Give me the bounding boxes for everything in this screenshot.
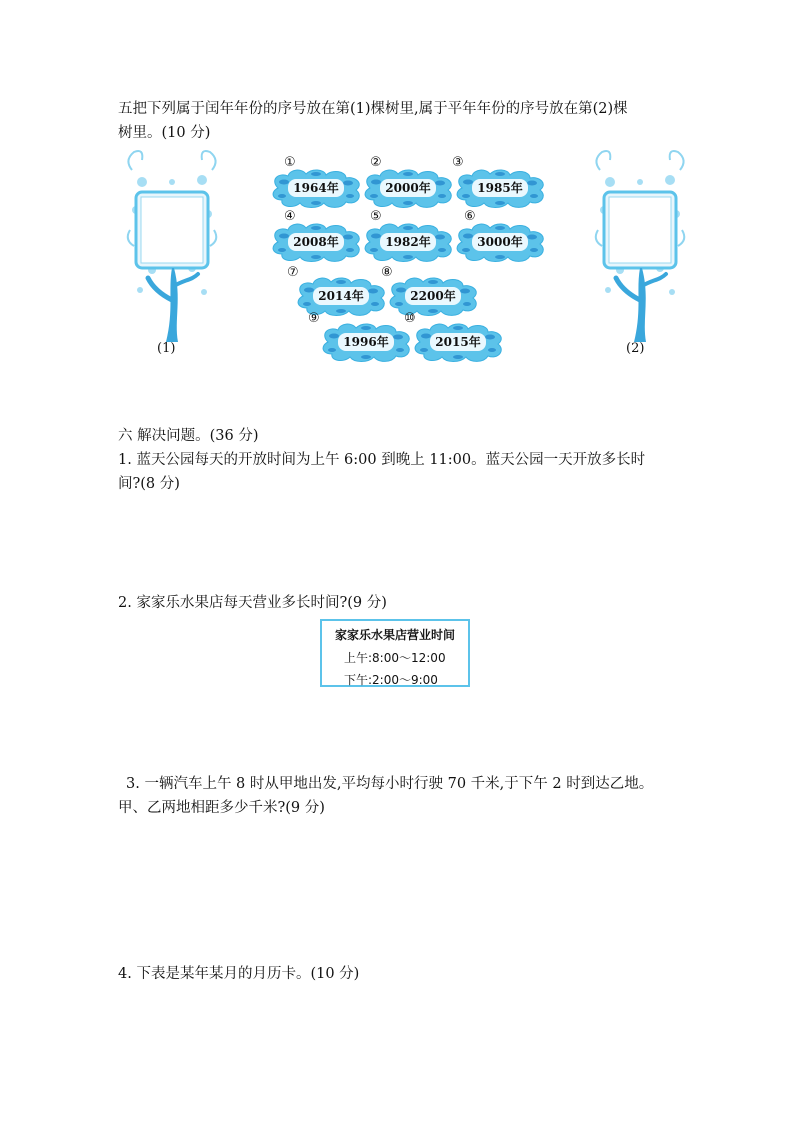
year-cloud: [270, 222, 362, 262]
tree-2-label: (2): [626, 341, 645, 356]
year-cloud-label: 2200年: [410, 289, 456, 303]
year-cloud: [362, 222, 454, 262]
year-cloud: [295, 276, 387, 316]
shop-hours-title: 家家乐水果店营业时间: [334, 628, 455, 642]
year-cloud-label: 1996年: [343, 335, 389, 349]
year-cloud-label: 2014年: [318, 289, 364, 303]
shop-hours-afternoon: 下午:2:00～9:00: [344, 673, 438, 687]
year-cloud-number: ⑧: [381, 265, 393, 280]
year-cloud: [454, 168, 546, 208]
tree-1-image: [122, 110, 222, 350]
year-cloud: [454, 222, 546, 262]
year-cloud-number: ⑨: [308, 311, 320, 326]
section-6-heading: 六 解决问题。(36 分): [118, 428, 259, 444]
year-cloud-label: 1982年: [385, 235, 431, 249]
year-cloud-label: 2008年: [293, 235, 339, 249]
year-cloud-number: ②: [370, 155, 382, 170]
year-cloud: [412, 322, 504, 362]
year-cloud-number: ⑦: [287, 265, 299, 280]
year-cloud: [387, 276, 479, 316]
shop-hours-table: [320, 619, 470, 687]
tree-2-image: [590, 110, 690, 350]
year-cloud-number: ⑥: [464, 209, 476, 224]
tree-1-label: (1): [157, 341, 176, 356]
question-5-line2: 树里。(10 分): [118, 125, 211, 141]
year-cloud-number: ⑤: [370, 209, 382, 224]
year-cloud: [362, 168, 454, 208]
question-1-line2: 间?(8 分): [118, 476, 180, 492]
question-4: 4. 下表是某年某月的月历卡。(10 分): [118, 966, 360, 982]
year-cloud-number: ①: [284, 155, 296, 170]
year-cloud-label: 2000年: [385, 181, 431, 195]
year-cloud-label: 1964年: [293, 181, 339, 195]
question-2: 2. 家家乐水果店每天营业多长时间?(9 分): [118, 595, 387, 611]
year-cloud: [270, 168, 362, 208]
year-cloud-label: 1985年: [477, 181, 523, 195]
year-cloud-number: ④: [284, 209, 296, 224]
question-5-line1: 五把下列属于闰年年份的序号放在第(1)棵树里,属于平年年份的序号放在第(2)棵: [118, 101, 628, 117]
year-cloud: [320, 322, 412, 362]
year-cloud-label: 3000年: [477, 235, 523, 249]
year-cloud-label: 2015年: [435, 335, 481, 349]
question-1-line1: 1. 蓝天公园每天的开放时间为上午 6:00 到晚上 11:00。蓝天公园一天开放多长时: [118, 452, 646, 468]
year-cloud-number: ③: [452, 155, 464, 170]
question-3-line1: 3. 一辆汽车上午 8 时从甲地出发,平均每小时行驶 70 千米,于下午 2 时到达乙地。: [126, 776, 654, 792]
question-3-line2: 甲、乙两地相距多少千米?(9 分): [118, 800, 325, 816]
year-cloud-number: ⑩: [404, 311, 416, 326]
shop-hours-morning: 上午:8:00～12:00: [344, 651, 446, 665]
